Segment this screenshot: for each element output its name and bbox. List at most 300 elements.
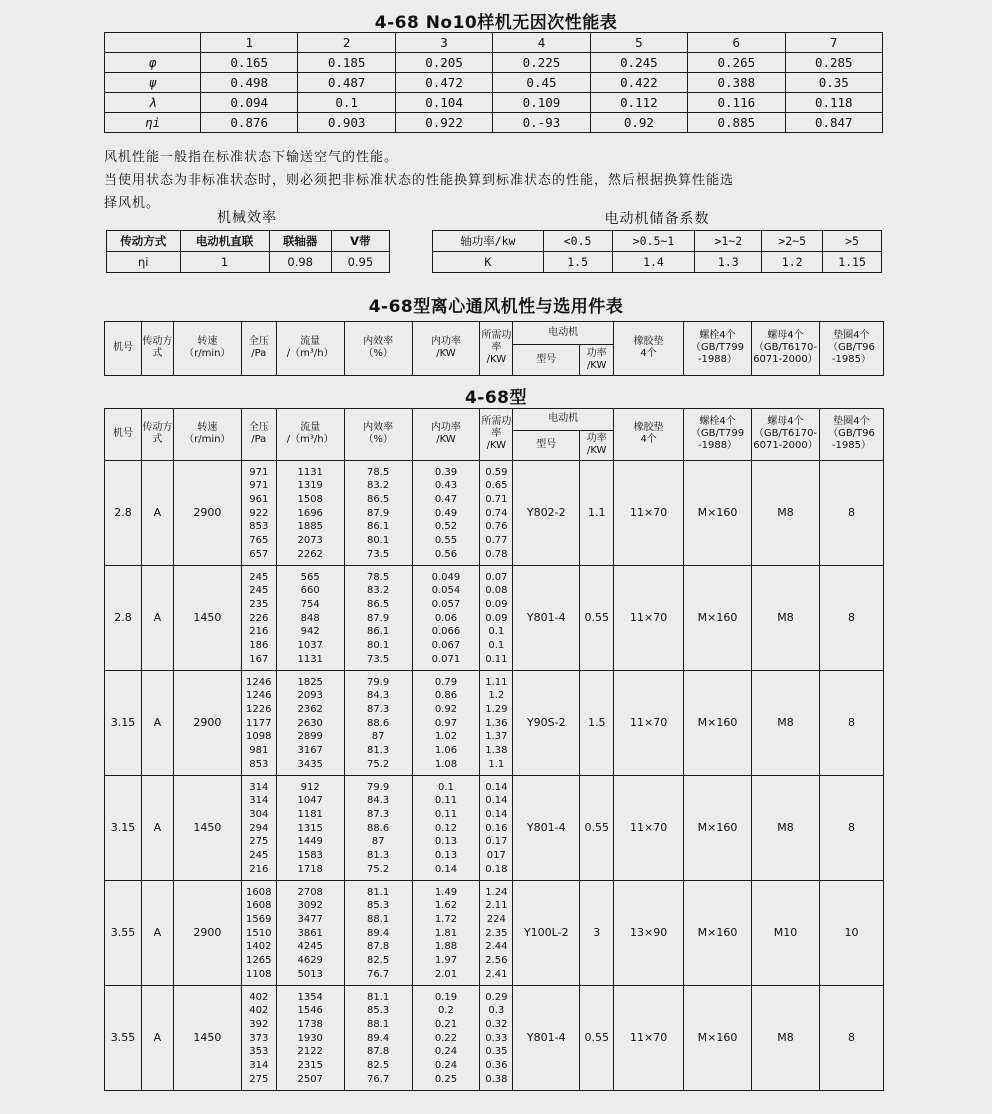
header-dianquan-text: -1985） — [831, 440, 872, 452]
motor-reserve-title: 电动机储备系数 — [604, 211, 710, 227]
header-zhuansu-text: （r/min） — [184, 348, 231, 360]
note-line-3: 择风机。 — [104, 196, 161, 211]
t1-cell: 0.498 — [201, 73, 298, 93]
cell-luomu: M8 — [752, 985, 820, 1090]
value-neixiaolv: 79.9 — [366, 676, 390, 688]
header-liuliang-text: 流量 — [300, 336, 321, 348]
value-neigonglv: 0.39 — [434, 466, 458, 478]
cell-xinghao: Y801-4 — [513, 565, 580, 670]
t1-col-header: 1 — [201, 33, 298, 53]
value-suoxu: 0.33 — [485, 1032, 508, 1044]
header-suoxu — [480, 322, 513, 376]
value-liuliang: 2507 — [297, 1073, 323, 1085]
header-jihao-text: 机号 — [112, 342, 133, 354]
value-suoxu: 2.11 — [485, 900, 508, 912]
value-quanya: 657 — [249, 548, 269, 560]
value-liuliang: 2122 — [297, 1046, 323, 1058]
value-suoxu: 2.44 — [485, 941, 508, 953]
t1-row-label: φ — [105, 53, 201, 73]
header-luoshuan-text: （GB/T799 — [690, 342, 745, 354]
header-luomu-text: （GB/T6170- — [753, 428, 818, 440]
cell-liuliang — [276, 565, 344, 670]
value-neigonglv: 0.14 — [434, 863, 458, 875]
cell-jihao: 3.55 — [105, 880, 142, 985]
cell-zhuansu: 2900 — [173, 670, 241, 775]
reserve-cell: 1.5 — [543, 252, 612, 273]
reserve-cell: 1.4 — [612, 252, 695, 273]
value-quanya: 304 — [249, 808, 269, 820]
mech-cell: ηi — [107, 252, 181, 273]
value-neixiaolv: 87.8 — [366, 1046, 390, 1058]
value-neixiaolv: 86.5 — [366, 493, 390, 505]
header-neigonglv-text: /KW — [436, 434, 456, 446]
header-suoxu-text: 所需功率 — [481, 330, 512, 354]
t1-col-header: 6 — [688, 33, 785, 53]
value-neixiaolv: 86.1 — [366, 626, 390, 638]
cell-suoxu — [480, 670, 513, 775]
reserve-row-row — [433, 252, 882, 273]
header-chuandong-text: 传动方式 — [142, 422, 173, 446]
value-neigonglv: 1.06 — [434, 745, 458, 757]
value-quanya: 167 — [249, 653, 269, 665]
cell-dianquan: 8 — [819, 775, 883, 880]
fan-data-table — [104, 408, 884, 1091]
cell-zhuansu: 2900 — [173, 880, 241, 985]
value-liuliang: 3477 — [297, 913, 323, 925]
t1-cell: 0.109 — [493, 93, 590, 113]
fan-group-row — [105, 775, 884, 880]
cell-liuliang — [276, 985, 344, 1090]
cell-gonglv: 0.55 — [580, 775, 614, 880]
cell-zhuansu: 1450 — [173, 565, 241, 670]
value-neigonglv: 0.071 — [431, 653, 461, 665]
cell-neixiaolv — [344, 565, 412, 670]
header-gonglv — [580, 430, 614, 460]
header-xiangjiao-text: 橡胶垫 — [633, 336, 664, 348]
mech-cell: 1 — [180, 252, 269, 273]
value-liuliang: 2362 — [297, 703, 323, 715]
header-luomu-text: （GB/T6170- — [753, 342, 817, 354]
value-neigonglv: 0.52 — [434, 521, 458, 533]
mech-cell: 联轴器 — [269, 231, 331, 252]
value-quanya: 1510 — [246, 927, 272, 939]
value-quanya: 971 — [249, 480, 269, 492]
value-neigonglv: 0.56 — [434, 548, 458, 560]
value-neixiaolv: 88.1 — [366, 1018, 390, 1030]
value-liuliang: 4245 — [297, 941, 323, 953]
value-quanya: 314 — [249, 781, 269, 793]
value-neixiaolv: 87.9 — [366, 507, 390, 519]
value-neixiaolv: 75.2 — [366, 863, 390, 875]
value-neixiaolv: 73.5 — [366, 548, 390, 560]
header-neixiaolv-text: （%） — [363, 434, 393, 446]
mech-cell: 0.95 — [331, 252, 389, 273]
header-row-1 — [105, 409, 884, 431]
value-suoxu: 0.09 — [485, 598, 508, 610]
value-neixiaolv: 86.5 — [366, 598, 390, 610]
value-quanya: 392 — [249, 1018, 269, 1030]
value-neixiaolv: 87.8 — [366, 941, 390, 953]
value-quanya: 1265 — [246, 955, 272, 967]
header-zhuansu-text: 转速 — [197, 422, 218, 434]
cell-quanya — [241, 565, 276, 670]
value-neixiaolv: 73.5 — [366, 653, 390, 665]
cell-luoshuan: M×160 — [684, 565, 752, 670]
value-neigonglv: 0.067 — [431, 640, 461, 652]
value-neixiaolv: 87.3 — [366, 703, 390, 715]
value-suoxu: 1.38 — [485, 745, 508, 757]
t1-cell: 0.1 — [298, 93, 395, 113]
value-liuliang: 4629 — [297, 955, 323, 967]
value-quanya: 275 — [249, 1073, 269, 1085]
cell-dianquan: 10 — [819, 880, 883, 985]
cell-chuandong: A — [141, 880, 173, 985]
value-neixiaolv: 86.1 — [366, 521, 390, 533]
value-neixiaolv: 78.5 — [366, 466, 390, 478]
cell-jihao: 3.55 — [105, 985, 142, 1090]
value-neixiaolv: 87 — [371, 836, 385, 848]
value-liuliang: 1181 — [297, 808, 323, 820]
header-gonglv-text: 功率 — [586, 347, 607, 359]
value-liuliang: 1546 — [297, 1005, 323, 1017]
value-neixiaolv: 78.5 — [366, 571, 390, 583]
value-suoxu: 0.71 — [485, 493, 508, 505]
value-quanya: 216 — [249, 626, 269, 638]
value-neigonglv: 0.1 — [437, 781, 454, 793]
value-suoxu: 0.09 — [485, 612, 508, 624]
value-neixiaolv: 83.2 — [366, 585, 390, 597]
cell-luomu: M10 — [752, 880, 820, 985]
value-neigonglv: 1.81 — [434, 927, 458, 939]
cell-xinghao: Y801-4 — [513, 985, 580, 1090]
t1-row-label: λ — [105, 93, 201, 113]
value-liuliang: 1131 — [297, 466, 323, 478]
cell-luoshuan: M×160 — [684, 670, 752, 775]
value-liuliang: 1825 — [297, 676, 323, 688]
header-dianquan-text: （GB/T96 — [828, 342, 875, 354]
cell-dianquan: 8 — [819, 460, 883, 565]
cell-xinghao: Y90S-2 — [513, 670, 580, 775]
header-xiangjiao-text: 4个 — [640, 434, 657, 446]
value-neigonglv: 0.066 — [431, 626, 461, 638]
header-dianquan — [819, 322, 883, 376]
performance-table-title: 4-68 No10样机无因次性能表 — [374, 13, 618, 33]
reserve-cell: 1.2 — [762, 252, 823, 273]
value-neixiaolv: 76.7 — [366, 1073, 390, 1085]
header-neigonglv — [412, 322, 480, 376]
value-quanya: 402 — [249, 1005, 269, 1017]
value-quanya: 314 — [249, 1060, 269, 1072]
value-quanya: 1569 — [246, 913, 272, 925]
header-gonglv-text: /KW — [586, 445, 607, 457]
value-liuliang: 1930 — [297, 1032, 323, 1044]
value-suoxu: 0.59 — [485, 466, 508, 478]
t1-cell: 0.245 — [590, 53, 687, 73]
reserve-cell: >2~5 — [762, 231, 823, 252]
header-neixiaolv — [344, 409, 412, 461]
cell-jihao: 2.8 — [105, 460, 142, 565]
header-xiangjiao-text: 4个 — [640, 348, 657, 360]
header-quanya — [241, 409, 276, 461]
t1-cell: 0.422 — [590, 73, 687, 93]
cell-jihao: 3.15 — [105, 670, 142, 775]
cell-luoshuan: M×160 — [684, 985, 752, 1090]
cell-xinghao: Y801-4 — [513, 775, 580, 880]
header-xinghao-text: 型号 — [536, 439, 557, 451]
t1-cell: 0.847 — [785, 113, 882, 133]
cell-suoxu — [480, 880, 513, 985]
cell-zhuansu: 1450 — [173, 775, 241, 880]
value-neigonglv: 0.19 — [434, 991, 458, 1003]
value-liuliang: 565 — [300, 571, 320, 583]
t1-cell: 0.472 — [395, 73, 492, 93]
header-liuliang — [276, 322, 344, 376]
value-neixiaolv: 80.1 — [366, 640, 390, 652]
motor-reserve-table — [432, 230, 882, 273]
cell-quanya — [241, 775, 276, 880]
header-luoshuan-text: 螺栓4个 — [699, 330, 736, 342]
header-neigonglv-text: 内功率 — [430, 336, 461, 348]
cell-neigonglv — [412, 985, 480, 1090]
value-neixiaolv: 88.6 — [366, 717, 390, 729]
reserve-cell: >5 — [823, 231, 882, 252]
header-quanya-text: 全压 — [248, 336, 269, 348]
reserve-cell: 轴功率/kw — [433, 231, 544, 252]
value-quanya: 1108 — [246, 968, 272, 980]
value-suoxu: 2.41 — [485, 968, 508, 980]
value-quanya: 275 — [249, 836, 269, 848]
value-neixiaolv: 84.3 — [366, 795, 390, 807]
t1-header-row — [105, 33, 883, 53]
value-suoxu: 0.35 — [485, 1046, 508, 1058]
value-liuliang: 3167 — [297, 745, 323, 757]
value-liuliang: 1449 — [297, 836, 323, 848]
cell-gonglv: 1.5 — [580, 670, 614, 775]
selection-table-title: 4-68型离心通风机性与选用件表 — [368, 297, 624, 317]
fan-group-row — [105, 985, 884, 1090]
fan-group-row — [105, 565, 884, 670]
value-neigonglv: 1.72 — [434, 913, 458, 925]
value-quanya: 353 — [249, 1046, 269, 1058]
value-neigonglv: 0.12 — [434, 822, 458, 834]
cell-luomu: M8 — [752, 670, 820, 775]
value-suoxu: 1.36 — [485, 717, 508, 729]
value-liuliang: 2899 — [297, 731, 323, 743]
t1-cell: 0.112 — [590, 93, 687, 113]
header-luoshuan-text: -1988） — [698, 440, 738, 452]
value-suoxu: 0.77 — [485, 535, 508, 547]
cell-luoshuan: M×160 — [684, 460, 752, 565]
header-luomu — [751, 322, 819, 376]
t1-cell: 0.285 — [785, 53, 882, 73]
header-quanya-text: 全压 — [248, 422, 269, 434]
value-neigonglv: 0.97 — [434, 717, 458, 729]
value-neixiaolv: 83.2 — [366, 480, 390, 492]
value-suoxu: 0.11 — [485, 653, 508, 665]
cell-neigonglv — [412, 775, 480, 880]
value-liuliang: 3861 — [297, 927, 323, 939]
cell-gonglv: 0.55 — [580, 565, 614, 670]
cell-quanya — [241, 880, 276, 985]
t1-cell: 0.185 — [298, 53, 395, 73]
t1-cell: 0.388 — [688, 73, 785, 93]
header-neixiaolv — [344, 322, 412, 376]
dimensionless-performance-table — [104, 32, 883, 133]
mechanical-efficiency-table — [106, 230, 390, 273]
main-table-title: 4-68型 — [464, 388, 528, 408]
value-liuliang: 1047 — [297, 795, 323, 807]
header-suoxu — [480, 409, 513, 461]
header-neigonglv — [412, 409, 480, 461]
value-neigonglv: 1.62 — [434, 900, 458, 912]
value-liuliang: 1508 — [297, 493, 323, 505]
value-liuliang: 1037 — [297, 640, 323, 652]
header-gonglv — [580, 344, 614, 375]
reserve-cell: 1.3 — [695, 252, 762, 273]
cell-neixiaolv — [344, 880, 412, 985]
cell-suoxu — [480, 775, 513, 880]
cell-liuliang — [276, 775, 344, 880]
selection-header-table — [104, 321, 884, 376]
t1-col-header: 2 — [298, 33, 395, 53]
header-neigonglv-text: 内功率 — [430, 422, 461, 434]
value-neixiaolv: 81.3 — [366, 745, 390, 757]
header-luomu-text: 6071-2000） — [753, 354, 818, 366]
header-zhuansu-text: （r/min） — [184, 434, 231, 446]
header-luoshuan — [683, 322, 751, 376]
value-suoxu: 0.76 — [485, 521, 508, 533]
t1-row-label: ψ — [105, 73, 201, 93]
value-suoxu: 0.38 — [485, 1073, 508, 1085]
value-liuliang: 912 — [300, 781, 320, 793]
header-liuliang-text: 流量 — [300, 422, 321, 434]
cell-quanya — [241, 460, 276, 565]
header-neixiaolv-text: （%） — [363, 348, 393, 360]
mech-row-row — [107, 252, 390, 273]
header-liuliang-text: /（m³/h） — [286, 434, 334, 446]
t1-cell: 0.35 — [785, 73, 882, 93]
reserve-header-row — [433, 231, 882, 252]
header-quanya — [241, 322, 276, 376]
mech-cell: 电动机直联 — [180, 231, 269, 252]
value-liuliang: 5013 — [297, 968, 323, 980]
value-quanya: 314 — [249, 795, 269, 807]
value-neigonglv: 0.86 — [434, 690, 458, 702]
cell-suoxu — [480, 565, 513, 670]
value-suoxu: 1.29 — [485, 703, 508, 715]
header-motor-text: 电动机 — [548, 413, 579, 425]
t1-cell: 0.903 — [298, 113, 395, 133]
header-motor — [513, 322, 614, 345]
value-quanya: 235 — [249, 598, 269, 610]
cell-neigonglv — [412, 565, 480, 670]
value-quanya: 765 — [249, 535, 269, 547]
value-suoxu: 0.14 — [485, 795, 508, 807]
reserve-cell: >0.5~1 — [612, 231, 695, 252]
value-suoxu: 0.16 — [485, 822, 508, 834]
value-suoxu: 0.18 — [485, 863, 508, 875]
header-liuliang — [276, 409, 344, 461]
cell-xiangjiao: 11×70 — [614, 565, 684, 670]
header-xiangjiao — [614, 322, 684, 376]
value-neixiaolv: 76.7 — [366, 968, 390, 980]
cell-xiangjiao: 13×90 — [614, 880, 684, 985]
value-neigonglv: 0.06 — [434, 612, 458, 624]
value-liuliang: 1354 — [297, 991, 323, 1003]
value-liuliang: 1131 — [297, 653, 323, 665]
t1-col-header — [105, 33, 201, 53]
header-luoshuan — [684, 409, 752, 461]
fan-group-row — [105, 460, 884, 565]
value-suoxu: 0.14 — [485, 808, 508, 820]
t1-row — [105, 113, 883, 133]
reserve-cell: 1.15 — [823, 252, 882, 273]
value-neigonglv: 0.22 — [434, 1032, 458, 1044]
cell-chuandong: A — [141, 775, 173, 880]
header-zhuansu-text: 转速 — [197, 336, 218, 348]
value-neigonglv: 0.057 — [431, 598, 461, 610]
value-neixiaolv: 87.3 — [366, 808, 390, 820]
value-liuliang: 3092 — [297, 900, 323, 912]
header-motor — [513, 409, 614, 431]
cell-neixiaolv — [344, 670, 412, 775]
header-luoshuan-text: 螺栓4个 — [699, 416, 736, 428]
value-suoxu: 1.1 — [488, 758, 505, 770]
value-quanya: 245 — [249, 585, 269, 597]
value-liuliang: 2315 — [297, 1060, 323, 1072]
value-quanya: 245 — [249, 571, 269, 583]
value-quanya: 1608 — [246, 886, 272, 898]
header-xinghao — [513, 430, 580, 460]
value-neigonglv: 0.11 — [434, 795, 458, 807]
reserve-cell: >1~2 — [695, 231, 762, 252]
cell-xinghao: Y802-2 — [513, 460, 580, 565]
cell-dianquan: 8 — [819, 670, 883, 775]
value-liuliang: 2093 — [297, 690, 323, 702]
value-neigonglv: 0.11 — [434, 808, 458, 820]
cell-suoxu — [480, 460, 513, 565]
header-liuliang-text: /（m³/h） — [286, 348, 334, 360]
fan-group-row — [105, 670, 884, 775]
value-neigonglv: 0.13 — [434, 850, 458, 862]
value-suoxu: 017 — [486, 850, 506, 862]
note-line-2: 当使用状态为非标准状态时，则必须把非标准状态的性能换算到标准状态的性能，然后根据换算性能选 — [104, 173, 735, 188]
value-suoxu: 0.17 — [485, 836, 508, 848]
value-neixiaolv: 79.9 — [366, 781, 390, 793]
header-xiangjiao — [614, 409, 684, 461]
cell-chuandong: A — [141, 565, 173, 670]
value-neixiaolv: 88.1 — [366, 913, 390, 925]
value-neigonglv: 0.92 — [434, 703, 458, 715]
value-suoxu: 1.37 — [485, 731, 508, 743]
value-liuliang: 1885 — [297, 521, 323, 533]
value-neigonglv: 0.054 — [431, 585, 461, 597]
header-chuandong — [141, 409, 173, 461]
value-liuliang: 754 — [300, 598, 320, 610]
value-quanya: 1402 — [246, 941, 272, 953]
t1-col-header: 4 — [493, 33, 590, 53]
value-quanya: 981 — [249, 745, 269, 757]
t1-row — [105, 93, 883, 113]
header-gonglv-text: /KW — [586, 359, 607, 371]
t1-cell: 0.116 — [688, 93, 785, 113]
value-neigonglv: 1.97 — [434, 955, 458, 967]
mech-cell: 传动方式 — [107, 231, 181, 252]
value-quanya: 402 — [249, 991, 269, 1003]
value-suoxu: 0.32 — [485, 1018, 508, 1030]
note-line-1: 风机性能一般指在标准状态下输送空气的性能。 — [104, 150, 399, 165]
cell-liuliang — [276, 670, 344, 775]
